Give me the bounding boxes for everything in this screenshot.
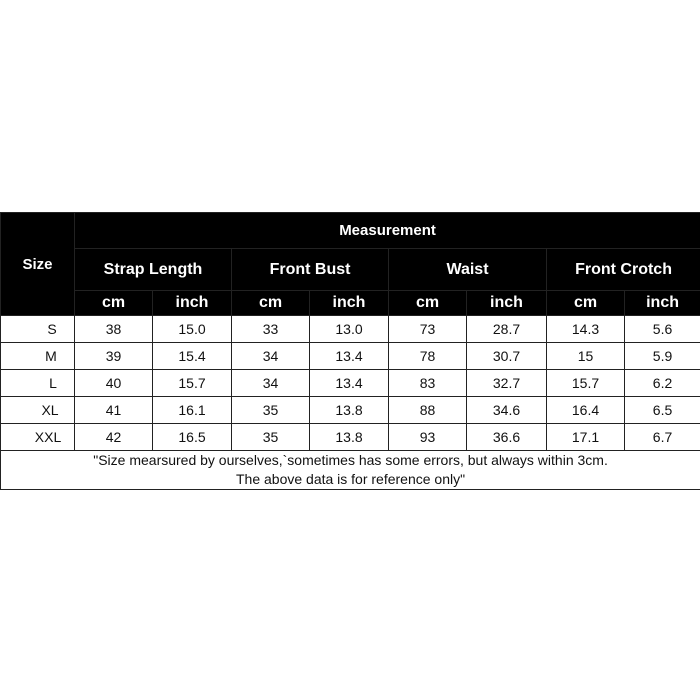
value-cell: 15.0: [153, 316, 232, 343]
value-cell: 6.5: [625, 397, 700, 424]
unit-header: inch: [467, 291, 547, 316]
group-header-waist: Waist: [389, 249, 547, 291]
value-cell: 13.8: [310, 397, 389, 424]
value-cell: 39: [75, 343, 153, 370]
size-label: XXL: [34, 429, 62, 445]
value-cell: 35: [232, 424, 310, 451]
value-cell: 16.5: [153, 424, 232, 451]
size-cell: [1, 424, 75, 451]
value-cell: 36.6: [467, 424, 547, 451]
value-cell: 6.7: [625, 424, 700, 451]
value-cell: 38: [75, 316, 153, 343]
reference-note: [1, 451, 700, 490]
table-row: [1, 397, 700, 424]
value-cell: 30.7: [467, 343, 547, 370]
unit-header: inch: [625, 291, 700, 316]
value-cell: 33: [232, 316, 310, 343]
size-label: XL: [41, 402, 59, 418]
size-label: M: [45, 348, 57, 364]
unit-header: cm: [547, 291, 625, 316]
value-cell: 15: [547, 343, 625, 370]
unit-header: inch: [153, 291, 232, 316]
value-cell: 13.8: [310, 424, 389, 451]
size-label: S: [47, 321, 57, 337]
value-cell: 13.4: [310, 370, 389, 397]
value-cell: 14.3: [547, 316, 625, 343]
size-cell: [1, 343, 75, 370]
note-line: The above data is for reference only": [235, 471, 466, 487]
value-cell: 83: [389, 370, 467, 397]
size-cell: [1, 370, 75, 397]
value-cell: 5.6: [625, 316, 700, 343]
value-cell: 93: [389, 424, 467, 451]
value-cell: 6.2: [625, 370, 700, 397]
value-cell: 5.9: [625, 343, 700, 370]
value-cell: 28.7: [467, 316, 547, 343]
value-cell: 34: [232, 343, 310, 370]
unit-header: cm: [232, 291, 310, 316]
value-cell: 15.4: [153, 343, 232, 370]
size-cell: [1, 316, 75, 343]
value-cell: 88: [389, 397, 467, 424]
size-cell: [1, 397, 75, 424]
value-cell: 16.4: [547, 397, 625, 424]
table-row: [1, 343, 700, 370]
value-cell: 13.4: [310, 343, 389, 370]
measurement-header: Measurement: [75, 213, 700, 249]
note-line: "Size mearsured by ourselves,`sometimes has some errors, but always within 3cm.: [93, 452, 608, 468]
value-cell: 41: [75, 397, 153, 424]
size-label: L: [49, 375, 57, 391]
value-cell: 15.7: [547, 370, 625, 397]
group-header-front-crotch: Front Crotch: [547, 249, 700, 291]
note-row: [1, 451, 700, 490]
table-row: [1, 370, 700, 397]
size-chart: [0, 212, 700, 490]
unit-header: inch: [310, 291, 389, 316]
value-cell: 34: [232, 370, 310, 397]
value-cell: 13.0: [310, 316, 389, 343]
value-cell: 17.1: [547, 424, 625, 451]
unit-header: cm: [389, 291, 467, 316]
value-cell: 15.7: [153, 370, 232, 397]
value-cell: 78: [389, 343, 467, 370]
value-cell: 35: [232, 397, 310, 424]
value-cell: 16.1: [153, 397, 232, 424]
group-header-strap-length: Strap Length: [75, 249, 232, 291]
value-cell: 42: [75, 424, 153, 451]
table-row: [1, 424, 700, 451]
value-cell: 34.6: [467, 397, 547, 424]
size-table: [0, 212, 700, 490]
group-header-front-bust: Front Bust: [232, 249, 389, 291]
size-column-header: Size: [1, 213, 75, 316]
unit-header: cm: [75, 291, 153, 316]
value-cell: 40: [75, 370, 153, 397]
value-cell: 73: [389, 316, 467, 343]
value-cell: 32.7: [467, 370, 547, 397]
table-row: [1, 316, 700, 343]
